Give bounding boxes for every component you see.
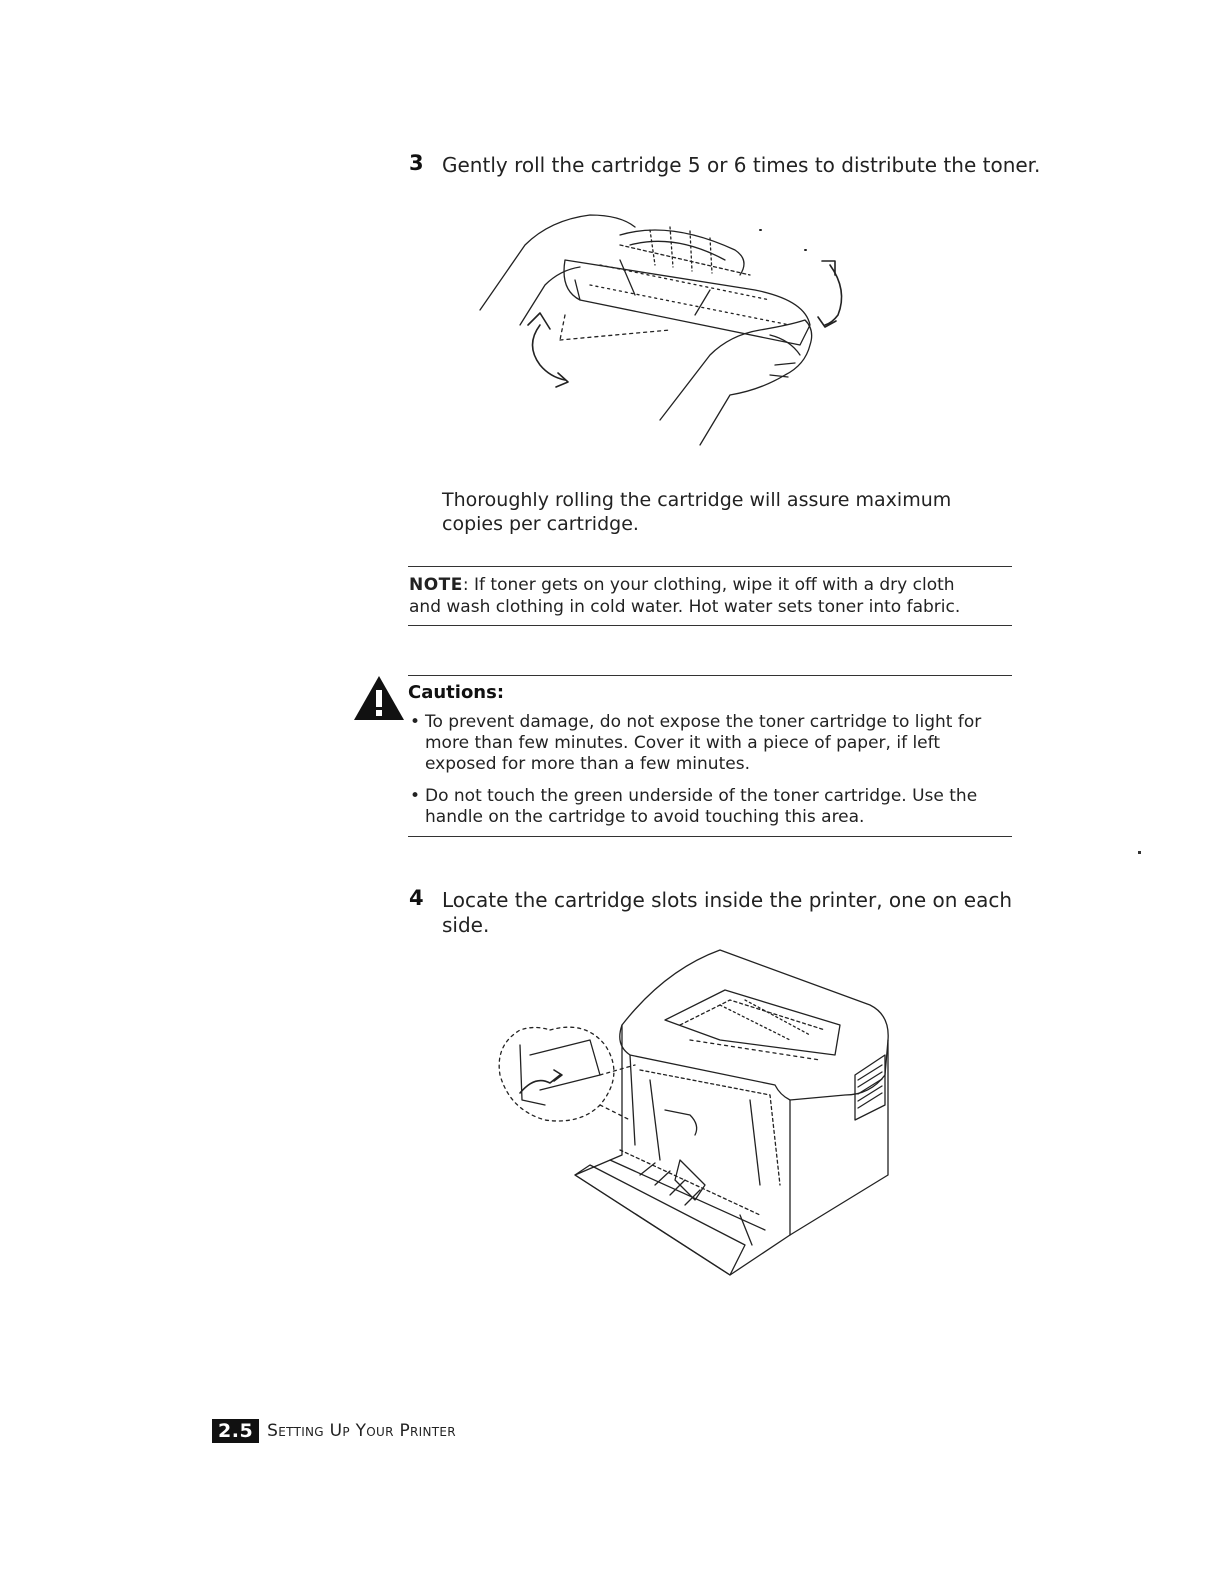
caution-item-1-line-1: To prevent damage, do not expose the toner cartridge to light for bbox=[425, 712, 982, 732]
note-bottom-rule bbox=[408, 625, 1012, 626]
step-4-line-2: side. bbox=[442, 913, 490, 937]
note-text-1: : If toner gets on your clothing, wipe it off with a dry cloth bbox=[462, 575, 955, 595]
cautions-bottom-rule bbox=[408, 836, 1012, 837]
note-label: NOTE bbox=[409, 575, 463, 595]
warning-triangle-icon bbox=[352, 674, 406, 722]
bullet-icon: • bbox=[410, 786, 421, 806]
page-footer bbox=[212, 1419, 456, 1443]
cautions-top-rule bbox=[408, 675, 1012, 676]
rolling-note-line-1: Thoroughly rolling the cartridge will assure maximum bbox=[442, 489, 952, 511]
step-3-text: Gently roll the cartridge 5 or 6 times to distribute the toner. bbox=[442, 153, 1041, 177]
section-title: Setting Up Your Printer bbox=[267, 1421, 456, 1441]
hands-rolling-cartridge-illustration bbox=[470, 205, 860, 450]
rolling-note-line-2: copies per cartridge. bbox=[442, 513, 639, 535]
step-3-number: 3 bbox=[409, 151, 424, 175]
caution-item-2-line-2: handle on the cartridge to avoid touching this area. bbox=[425, 807, 865, 827]
page-number-badge: 2.5 bbox=[212, 1419, 259, 1443]
page-speck bbox=[1138, 851, 1141, 854]
step-4-line-1: Locate the cartridge slots inside the printer, one on each bbox=[442, 888, 1012, 912]
caution-item-1 bbox=[410, 712, 982, 775]
note-top-rule bbox=[408, 566, 1012, 567]
note-line-1 bbox=[409, 574, 1019, 596]
printer-open-cover-illustration bbox=[490, 945, 900, 1285]
cautions-title: Cautions: bbox=[408, 682, 505, 703]
caution-item-1-line-2: more than few minutes. Cover it with a piece of paper, if left bbox=[425, 733, 940, 753]
caution-item-1-line-3: exposed for more than a few minutes. bbox=[425, 754, 750, 774]
note-line-2: and wash clothing in cold water. Hot water sets toner into fabric. bbox=[409, 597, 961, 617]
step-4-number: 4 bbox=[409, 886, 424, 910]
caution-item-2 bbox=[410, 786, 978, 828]
bullet-icon: • bbox=[410, 712, 421, 732]
caution-item-2-line-1: Do not touch the green underside of the toner cartridge. Use the bbox=[425, 786, 978, 806]
